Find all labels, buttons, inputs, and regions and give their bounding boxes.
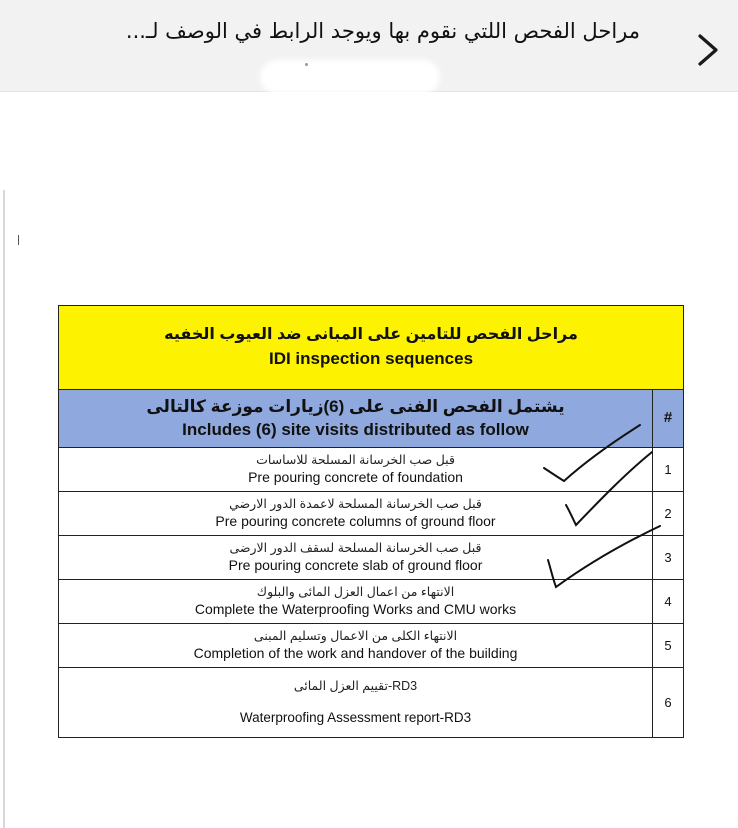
row-description [59, 536, 653, 580]
row-arabic: قبل صب الخرسانة المسلحة للاساسات [256, 452, 455, 467]
row-number: 1 [653, 448, 684, 492]
number-header: # [653, 390, 684, 448]
row-english: Pre pouring concrete of foundation [248, 469, 463, 486]
intro-row [59, 390, 684, 448]
table-row [59, 448, 684, 492]
row-description [59, 624, 653, 668]
row-arabic: قبل صب الخرسانة المسلحة لسقف الدور الارضى [229, 540, 482, 555]
row-number: 5 [653, 624, 684, 668]
row-arabic: الانتهاء من اعمال العزل المائى والبلوك [256, 584, 455, 599]
row-number: 2 [653, 492, 684, 536]
table-heading-row [59, 306, 684, 390]
row-description [59, 580, 653, 624]
row-number: 6 [653, 668, 684, 738]
intro-arabic: يشتمل الفحص الفنى على (6)زيارات موزعة كالتالى [146, 396, 565, 416]
inspection-table [58, 305, 684, 738]
heading-english: IDI inspection sequences [268, 348, 474, 368]
chevron-right-icon[interactable] [694, 30, 722, 70]
row-description [59, 668, 653, 738]
table-row [59, 580, 684, 624]
table-row [59, 492, 684, 536]
intro-cell [59, 390, 653, 448]
row-english: Pre pouring concrete columns of ground floor [215, 513, 496, 530]
row-number: 4 [653, 580, 684, 624]
table-heading [59, 306, 684, 390]
row-description [59, 448, 653, 492]
row-english: Waterproofing Assessment report-RD3 [239, 709, 472, 725]
blurred-dot [305, 63, 308, 66]
row-description [59, 492, 653, 536]
table-row [59, 536, 684, 580]
stray-mark [18, 235, 19, 245]
row-arabic: RD3-تقييم العزل المائى [293, 678, 418, 693]
row-number: 3 [653, 536, 684, 580]
heading-arabic: مراحل الفحص للتامين على المبانى ضد العيوب الخفيه [164, 326, 578, 344]
table-row [59, 668, 684, 738]
top-bar [0, 0, 738, 92]
row-arabic: قبل صب الخرسانة المسلحة لاعمدة الدور الارضي [229, 496, 482, 511]
blurred-overlay [260, 60, 440, 94]
row-arabic: الانتهاء الكلى من الاعمال وتسليم المبنى [253, 628, 458, 643]
table-row [59, 624, 684, 668]
post-title[interactable]: مراحل الفحص اللتي نقوم بها ويوجد الرابط في الوصف لـ... [125, 19, 640, 43]
row-english: Complete the Waterproofing Works and CMU works [194, 601, 517, 618]
intro-english: Includes (6) site visits distributed as follow [182, 419, 529, 439]
row-english: Pre pouring concrete slab of ground floor [228, 557, 483, 574]
row-english: Completion of the work and handover of the building [193, 645, 518, 662]
photo-edge [3, 190, 5, 828]
